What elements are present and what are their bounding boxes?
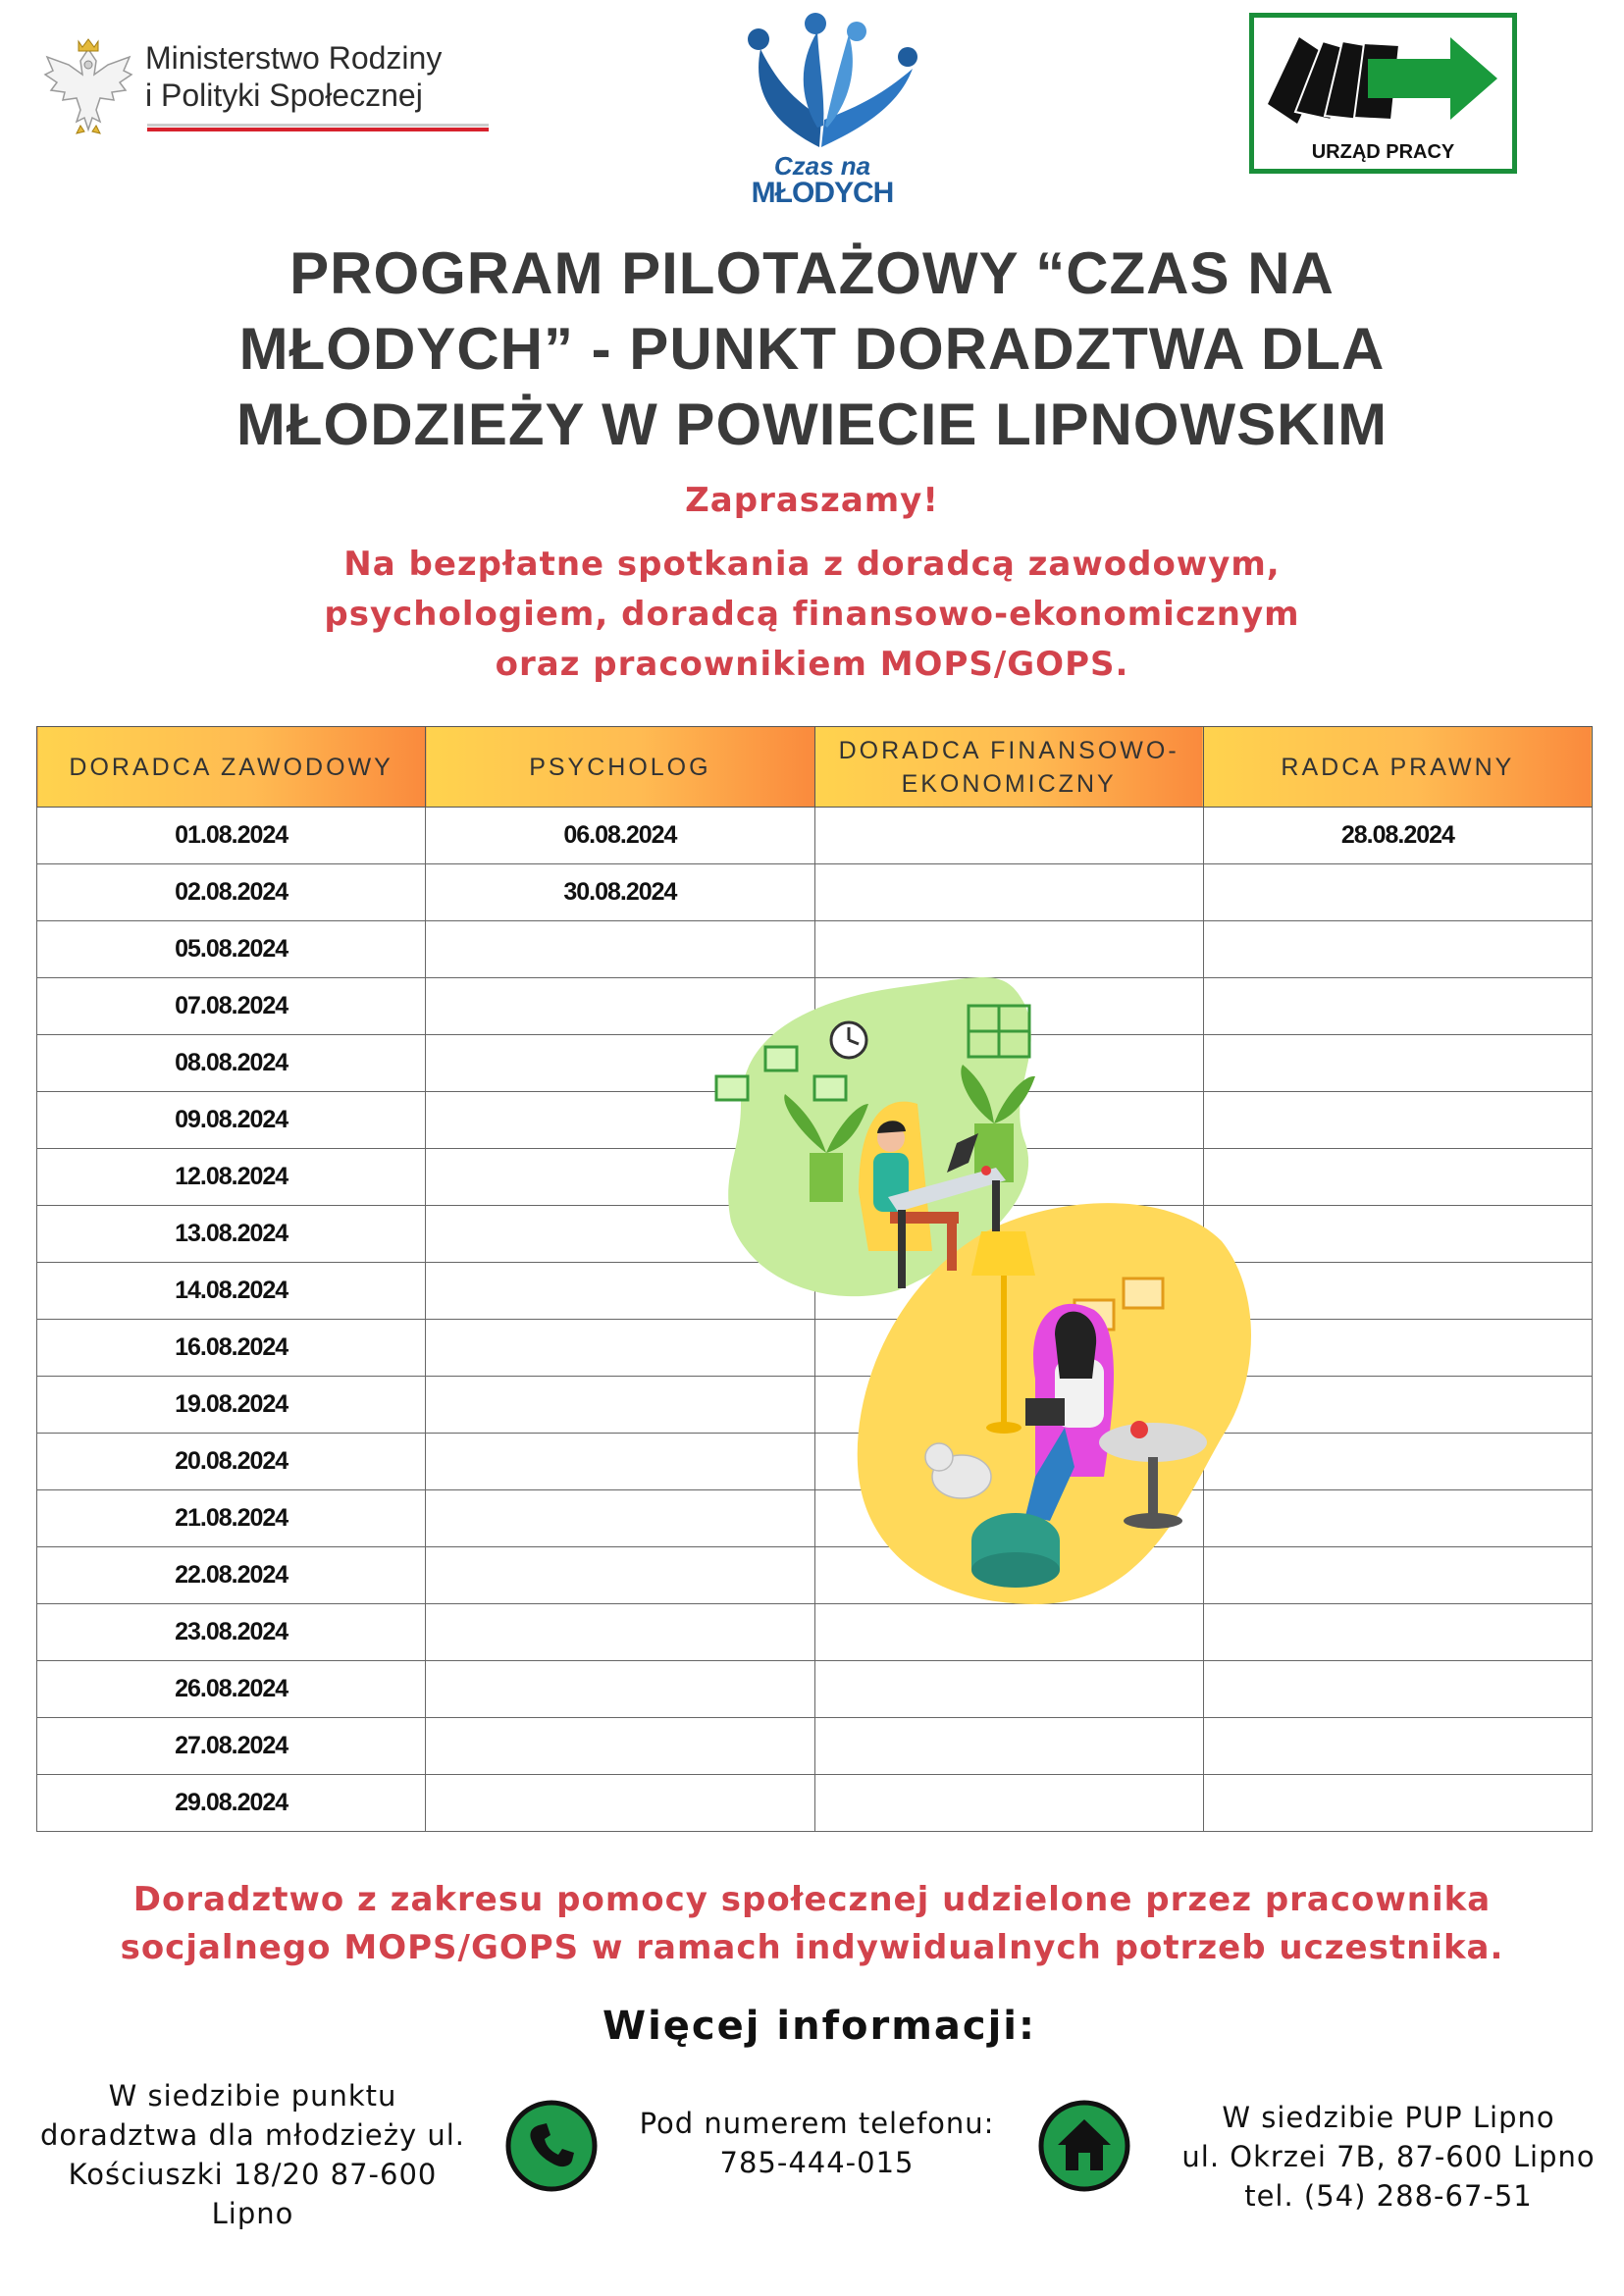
table-row [37,1661,1593,1718]
psychologist-date [426,1775,814,1832]
financial-advisor-date [814,864,1203,921]
contact-point-line4: Lipno [211,2197,294,2230]
table-row [37,1718,1593,1775]
career-advisor-date: 09.08.2024 [37,1092,426,1149]
financial-advisor-date [814,1661,1203,1718]
psychologist-date: 30.08.2024 [426,864,814,921]
ministry-logo [39,35,471,143]
contact-phone-label: Pod numerem telefonu: [639,2107,995,2140]
clock-icon [831,1022,866,1058]
legal-advisor-date [1203,1718,1592,1775]
financial-advisor-date [814,808,1203,864]
intro-line1: Na bezpłatne spotkania z doradcą zawodowym, [343,545,1281,584]
invite-text: Zapraszamy! [685,481,939,520]
more-info-heading: Więcej informacji: [602,2004,1037,2049]
career-advisor-date: 21.08.2024 [37,1490,426,1547]
career-advisor-date: 27.08.2024 [37,1718,426,1775]
contact-point-line1: W siedzibie punktu [108,2079,397,2113]
career-advisor-date: 20.08.2024 [37,1434,426,1490]
intro-line3: oraz pracownikiem MOPS/GOPS. [495,645,1129,684]
page-title [147,235,1477,462]
financial-advisor-date [814,1775,1203,1832]
workspace-illustration [711,966,1359,1609]
psychologist-date: 06.08.2024 [426,808,814,864]
title-line2: MŁODYCH” - PUNKT DORADZTWA DLA [238,316,1386,382]
title-line1: PROGRAM PILOTAŻOWY “CZAS NA [289,240,1335,306]
program-logo [741,10,917,221]
office-logo-icon [1254,22,1512,139]
contact-phone [608,2104,1025,2182]
eagle-emblem-icon [39,35,137,137]
contact-office-line3: tel. (54) 288-67-51 [1244,2179,1533,2213]
career-advisor-date: 13.08.2024 [37,1206,426,1263]
contact-phone-number: 785-444-015 [719,2146,915,2179]
footnote-line1: Doradztwo z zakresu pomocy społecznej udzielone przez pracownika [132,1880,1492,1919]
career-advisor-date: 23.08.2024 [37,1604,426,1661]
career-advisor-date: 19.08.2024 [37,1377,426,1434]
phone-icon [505,2100,598,2192]
career-advisor-date: 01.08.2024 [37,808,426,864]
table-header-row [37,727,1593,808]
psychologist-date [426,1661,814,1718]
career-advisor-date: 07.08.2024 [37,978,426,1035]
legal-advisor-date [1203,864,1592,921]
career-advisor-date: 22.08.2024 [37,1547,426,1604]
contact-point [15,2076,491,2233]
financial-advisor-date [814,1718,1203,1775]
program-logo-figures-icon [741,10,917,157]
footnote-line2: socjalnego MOPS/GOPS w ramach indywidualnych potrzeb uczestnika. [120,1928,1504,1967]
career-advisor-date: 12.08.2024 [37,1149,426,1206]
office-logo-caption: URZĄD PRACY [1311,141,1455,163]
table-row [37,864,1593,921]
career-advisor-date: 08.08.2024 [37,1035,426,1092]
flag-bar [147,124,489,131]
intro-line2: psychologiem, doradcą finansowo-ekonomicznym [324,595,1300,634]
psychologist-date [426,1604,814,1661]
table-row [37,808,1593,864]
header-financial-advisor: DORADCA FINANSOWO-EKONOMICZNY [814,727,1203,808]
legal-advisor-date: 28.08.2024 [1203,808,1592,864]
career-advisor-date: 05.08.2024 [37,921,426,978]
career-advisor-date: 02.08.2024 [37,864,426,921]
career-advisor-date: 14.08.2024 [37,1263,426,1320]
office-logo [1249,13,1517,174]
ministry-name-line1: Ministerstwo Rodziny [145,40,443,76]
legal-advisor-date [1203,1775,1592,1832]
header-psychologist: PSYCHOLOG [426,727,814,808]
career-advisor-date: 26.08.2024 [37,1661,426,1718]
program-logo-line2: MŁODYCH [751,177,894,209]
psychologist-date [426,1718,814,1775]
contact-office [1158,2098,1619,2216]
career-advisor-date: 29.08.2024 [37,1775,426,1832]
ministry-name-line2: i Polityki Społecznej [145,78,423,113]
footnote-text [88,1876,1536,1972]
contact-office-line1: W siedzibie PUP Lipno [1222,2101,1555,2134]
program-logo-line1: Czas na [773,151,871,181]
legal-advisor-date [1203,1661,1592,1718]
contact-point-line2: doradztwa dla młodzieży ul. [39,2118,466,2152]
table-row [37,1775,1593,1832]
financial-advisor-date [814,1604,1203,1661]
career-advisor-date: 16.08.2024 [37,1320,426,1377]
title-line3: MŁODZIEŻY W POWIECIE LIPNOWSKIM [236,391,1388,457]
legal-advisor-date [1203,1604,1592,1661]
header-career-advisor: DORADCA ZAWODOWY [37,727,426,808]
header-legal-advisor: RADCA PRAWNY [1203,727,1592,808]
intro-text [236,540,1388,690]
home-icon [1038,2100,1130,2192]
table-row [37,1604,1593,1661]
contact-office-line2: ul. Okrzei 7B, 87-600 Lipno [1181,2140,1596,2173]
contact-point-line3: Kościuszki 18/20 87-600 [68,2158,438,2191]
